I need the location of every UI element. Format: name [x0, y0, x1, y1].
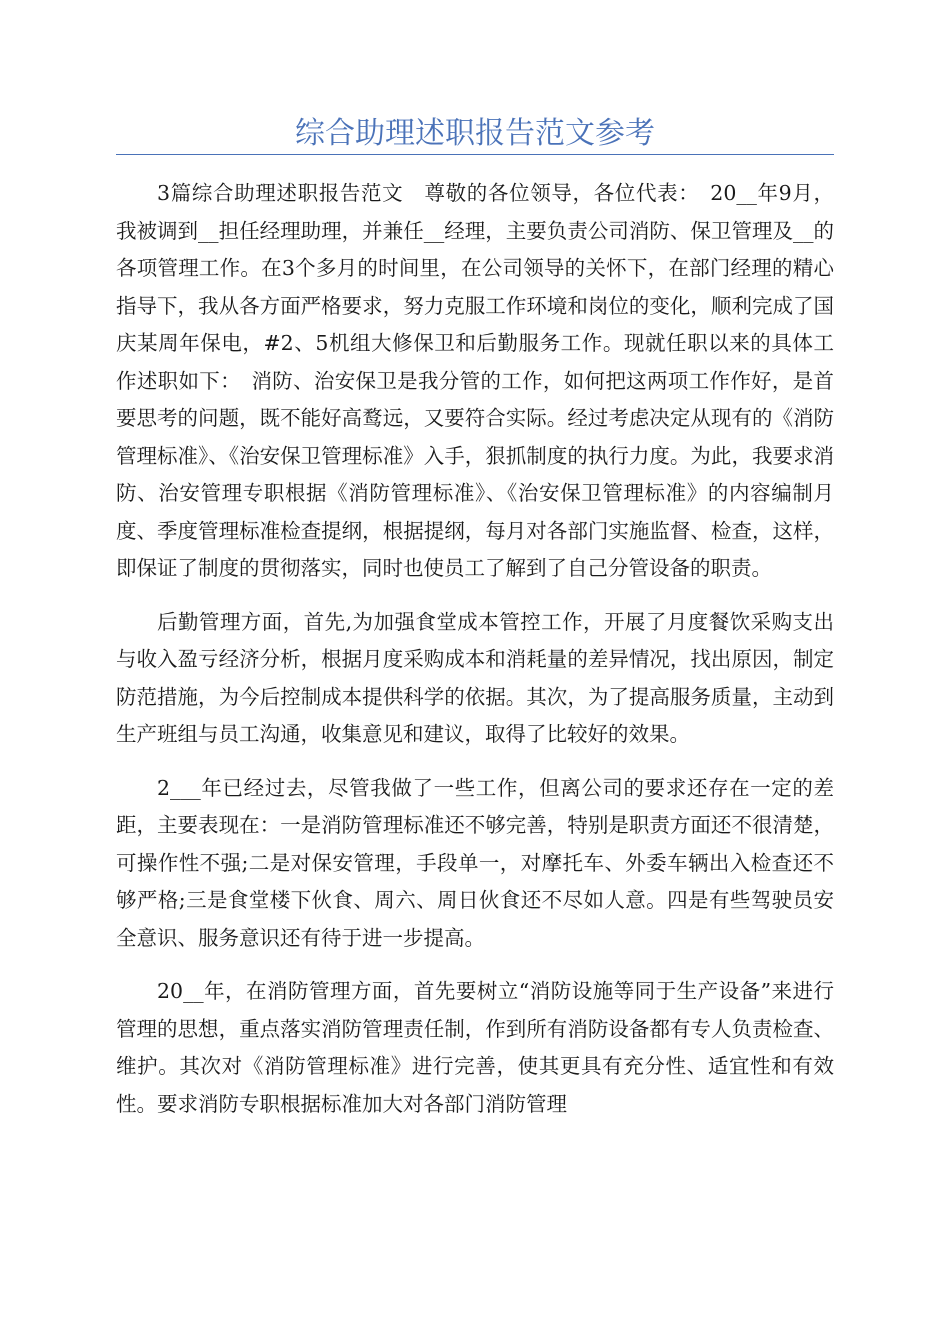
- document-title: 综合助理述职报告范文参考: [295, 116, 655, 151]
- document-body: [116, 175, 834, 1139]
- paragraph-intro: 3篇综合助理述职报告范文 尊敬的各位领导，各位代表： 20__年9月，我被调到__担任经理助理，并兼任__经理，主要负责公司消防、保卫管理及__的各项管理工作。在3个多月的时间里，在公司领导的关怀下，在部门经理的精心指导下，我从各方面严格要求，努力克服工作环境和岗位的变化，顺利完成了国庆某周年保电，#2、5机组大修保卫和后勤服务工作。现就任职以来的具体工作述职如下： 消防、治安保卫是我分管的工作，如何把这两项工作作好，是首要思考的问题，既不能好高鹜远，又要符合实际。经过考虑决定从现有的《消防管理标准》、《治安保卫管理标准》入手，狠抓制度的执行力度。为此，我要求消防、治安管理专职根据《消防管理标准》、《治安保卫管理标准》的内容编制月度、季度管理标准检查提纲，根据提纲，每月对各部门实施监督、检查，这样，即保证了制度的贯彻落实，同时也使员工了解到了自己分管设备的职责。: [116, 181, 834, 580]
- paragraph-logistics: 后勤管理方面，首先,为加强食堂成本管控工作，开展了月度餐饮采购支出与收入盈亏经济分析，根据月度采购成本和消耗量的差异情况，找出原因，制定防范措施，为今后控制成本提供科学的依据。其次，为了提高服务质量，主动到生产班组与员工沟通，收集意见和建议，取得了比较好的效果。: [116, 609, 834, 746]
- title-underline: [116, 154, 834, 155]
- paragraph-shortcomings: 2___年已经过去，尽管我做了一些工作，但离公司的要求还存在一定的差距，主要表现在：一是消防管理标准还不够完善，特别是职责方面还不很清楚，可操作性不强;二是对保安管理，手段单一，对摩托车、外委车辆出入检查还不够严格;三是食堂楼下伙食、周六、周日伙食还不尽如人意。四是有些驾驶员安全意识、服务意识还有待于进一步提高。: [116, 775, 834, 950]
- paragraph-plan: 20__年，在消防管理方面，首先要树立“消防设施等同于生产设备”来进行管理的思想，重点落实消防管理责任制，作到所有消防设备都有专人负责检查、维护。其次对《消防管理标准》进行完善，使其更具有充分性、适宜性和有效性。要求消防专职根据标准加大对各部门消防管理: [116, 979, 834, 1116]
